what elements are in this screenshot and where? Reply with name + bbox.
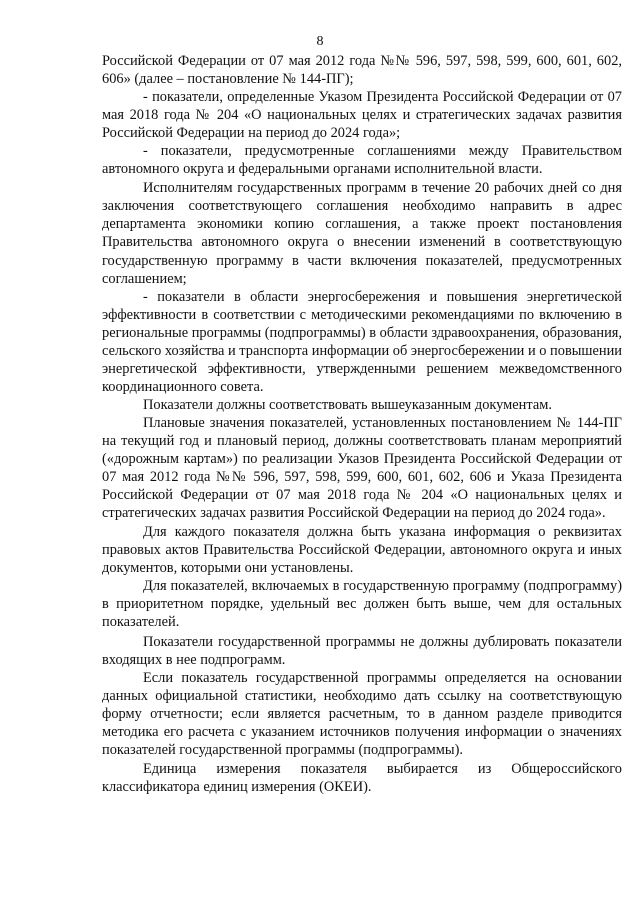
paragraph-agreement-indicators: - показатели, предусмотренные соглашениями между Правительством автономного округа и федеральными органами исполнительной власти.: [102, 143, 622, 178]
paragraph-measurement-unit: Единица измерения показателя выбирается из Общероссийского классификатора единиц измерения (ОКЕИ).: [102, 760, 622, 795]
paragraph-compliance: Показатели должны соответствовать вышеуказанным документам.: [143, 396, 552, 413]
document-body: [102, 52, 622, 796]
paragraph-planned-values: Плановые значения показателей, установленных постановлением № 144-ПГ на текущий год и плановый период, должны соответствовать планам мероприятий («дорожным картам») по реализации Указов Президента Российской Федерации от 07 мая 2012 года №№ 596, 597, 598, 599, 600, 601, 602, 606 и Указа Президента Российской Федерации от 07 мая 2018 года № 204 «О национальных целях и стратегических задачах развития Российской Федерации на период до 2024 года».: [102, 414, 622, 522]
paragraph-continuation: Российской Федерации от 07 мая 2012 года №№ 596, 597, 598, 599, 600, 601, 602, 606» (далее – постановление № 144-ПГ);: [102, 53, 622, 88]
paragraph-priority-indicators: Для показателей, включаемых в государственную программу (подпрограмму) в приоритетном порядке, удельный вес должен быть выше, чем для остальных показателей.: [102, 578, 622, 631]
paragraph-executors-instructions: Исполнителям государственных программ в течение 20 рабочих дней со дня заключения соответствующего соглашения необходимо направить в адрес департамента экономики копию соглашения, а также проект постановления Правительства автономного округа о внесении изменений в соответствующую государственную программу в части включения показателей, предусмотренных соглашением;: [102, 180, 622, 287]
page-number: 8: [316, 34, 324, 49]
paragraph-statistics-source: Если показатель государственной программы определяется на основании данных официальной статистики, необходимо дать ссылку на соответствующую форму отчетности; если является расчетным, то в данном разделе приводится методика его расчета с указанием источников получения информации о значениях показателей государственной программы (подпрограммы).: [102, 669, 622, 758]
paragraph-no-duplication: Показатели государственной программы не должны дублировать показатели входящих в нее подпрограмм.: [102, 633, 622, 668]
paragraph-energy-indicators: - показатели в области энергосбережения и повышения энергетической эффективности в соответствии с методическими рекомендациями по включению в региональные программы (подпрограммы) в области здравоохранения, образования, сельского хозяйства и транспорта информации об энергосбережении и о повышении энергетической эффективности, утвержденными решением межведомственного координационного совета.: [102, 288, 622, 395]
paragraph-decree-indicators: - показатели, определенные Указом Президента Российской Федерации от 07 мая 2018 года № 204 «О национальных целях и стратегических задачах развития Российской Федерации на период до 2024 года»;: [102, 89, 622, 142]
paragraph-legal-acts: Для каждого показателя должна быть указана информация о реквизитах правовых актов Правительства Российской Федерации, автономного округа и иных документов, которыми они установлены.: [102, 524, 622, 577]
